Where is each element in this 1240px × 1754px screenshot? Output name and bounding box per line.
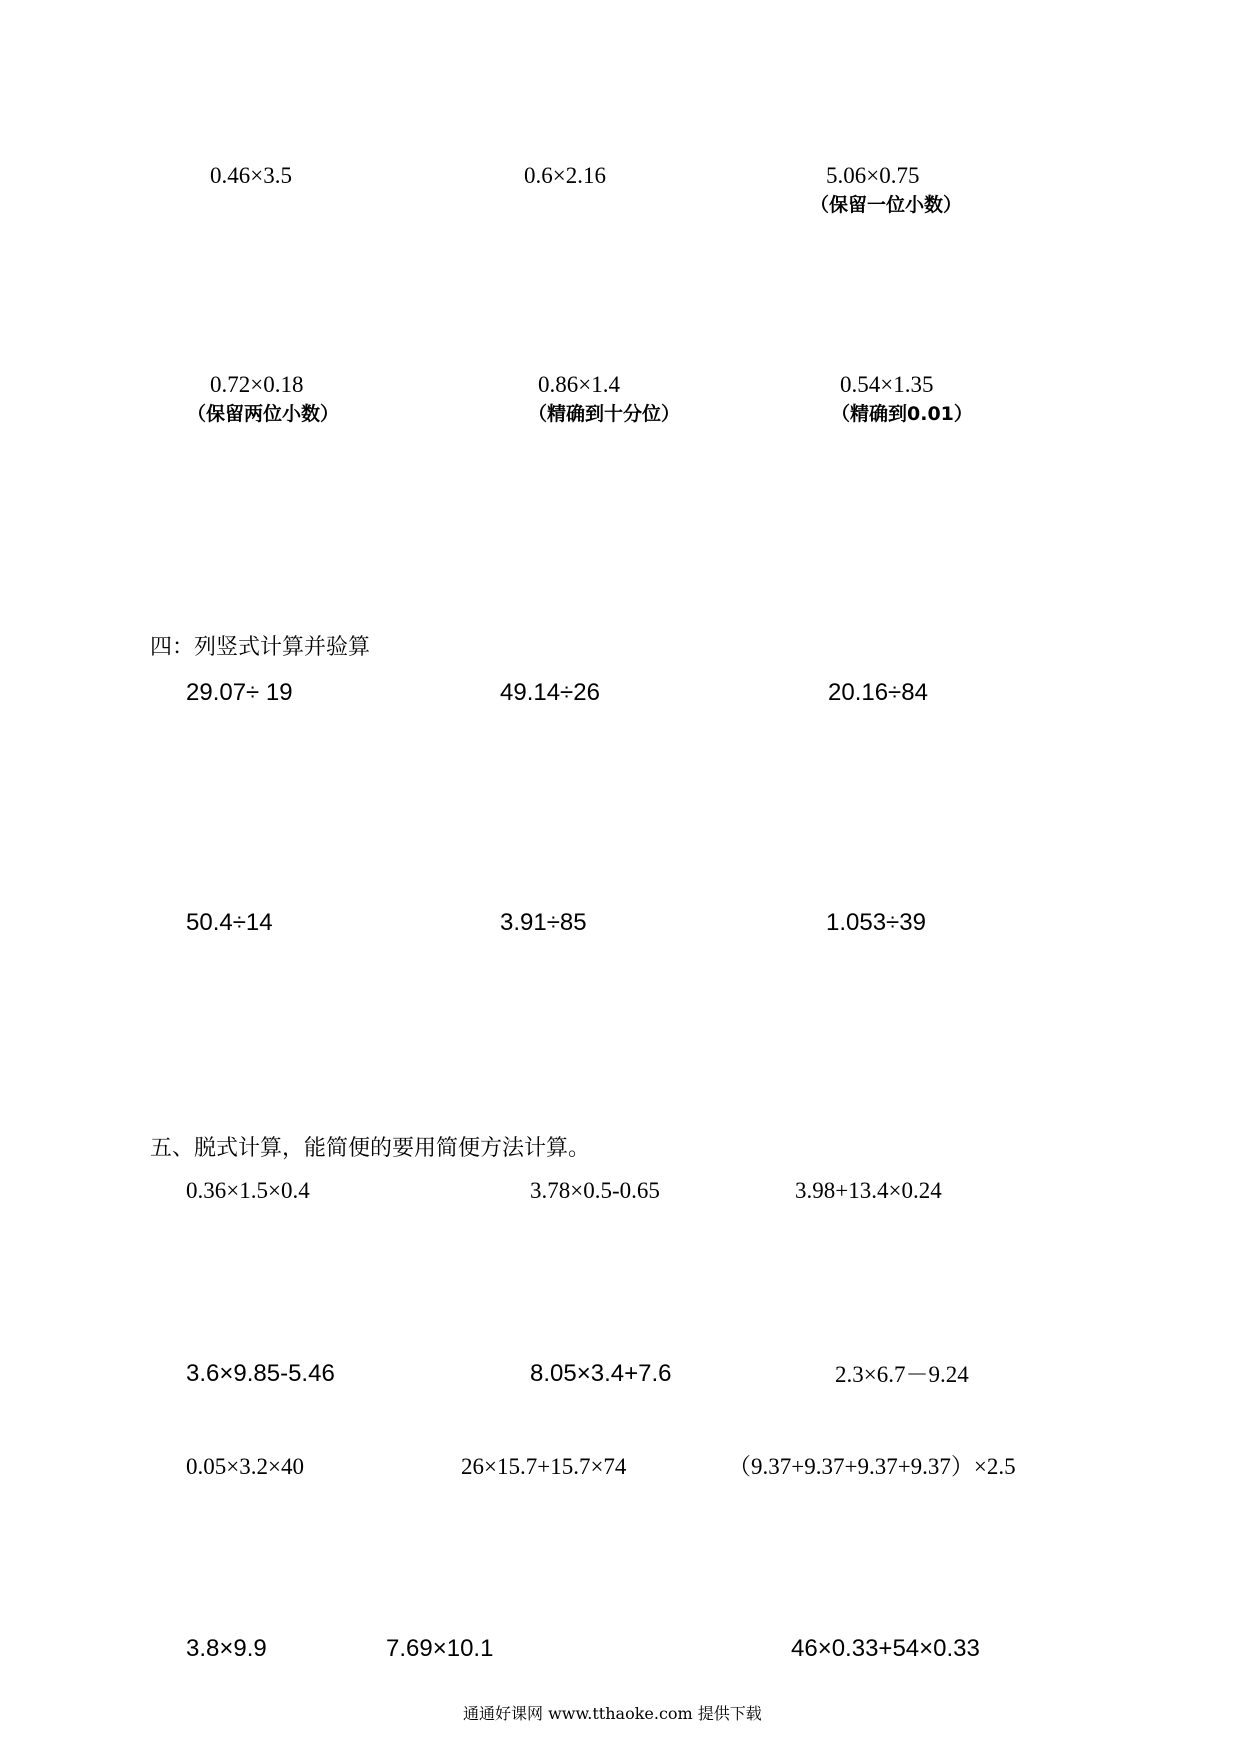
problem-4-2: 49.14÷26 xyxy=(500,679,600,706)
problem-3-5: 0.86×1.4 xyxy=(538,372,620,397)
problem-3-1: 0.46×3.5 xyxy=(210,163,292,188)
footer-text: 通通好课网 www.tthaoke.com 提供下载 xyxy=(463,1704,762,1723)
problem-5-4: 3.6×9.85-5.46 xyxy=(186,1360,335,1387)
problem-3-3: 5.06×0.75 xyxy=(826,163,920,188)
problem-3-4-note: （保留两位小数） xyxy=(187,403,340,425)
problem-5-10: 3.8×9.9 xyxy=(186,1635,267,1662)
section-5-heading: 五、脱式计算，能简便的要用简便方法计算。 xyxy=(150,1136,591,1161)
problem-4-1: 29.07÷ 19 xyxy=(186,679,293,706)
problem-4-3: 20.16÷84 xyxy=(828,679,928,706)
problem-4-5: 3.91÷85 xyxy=(500,909,587,936)
problem-4-6: 1.053÷39 xyxy=(826,909,926,936)
problem-5-11: 7.69×10.1 xyxy=(386,1635,494,1662)
problem-5-8: 26×15.7+15.7×74 xyxy=(461,1454,627,1479)
problem-5-6: 2.3×6.7－9.24 xyxy=(835,1362,969,1387)
problem-5-12: 46×0.33+54×0.33 xyxy=(791,1635,980,1662)
problem-5-3: 3.98+13.4×0.24 xyxy=(795,1178,942,1203)
problem-5-1: 0.36×1.5×0.4 xyxy=(186,1178,310,1203)
problem-5-7: 0.05×3.2×40 xyxy=(186,1454,304,1479)
problem-3-2: 0.6×2.16 xyxy=(524,163,606,188)
problem-3-3-note: （保留一位小数） xyxy=(810,194,963,216)
problem-5-2: 3.78×0.5-0.65 xyxy=(530,1178,660,1203)
problem-5-9: （9.37+9.37+9.37+9.37）×2.5 xyxy=(728,1454,1016,1479)
problem-5-5: 8.05×3.4+7.6 xyxy=(530,1360,672,1387)
problem-3-6-note: （精确到0.01） xyxy=(831,403,973,425)
section-4-heading: 四：列竖式计算并验算 xyxy=(150,635,371,660)
problem-3-4: 0.72×0.18 xyxy=(210,372,304,397)
problem-3-6: 0.54×1.35 xyxy=(840,372,934,397)
problem-4-4: 50.4÷14 xyxy=(186,909,273,936)
problem-3-5-note: （精确到十分位） xyxy=(528,403,681,425)
